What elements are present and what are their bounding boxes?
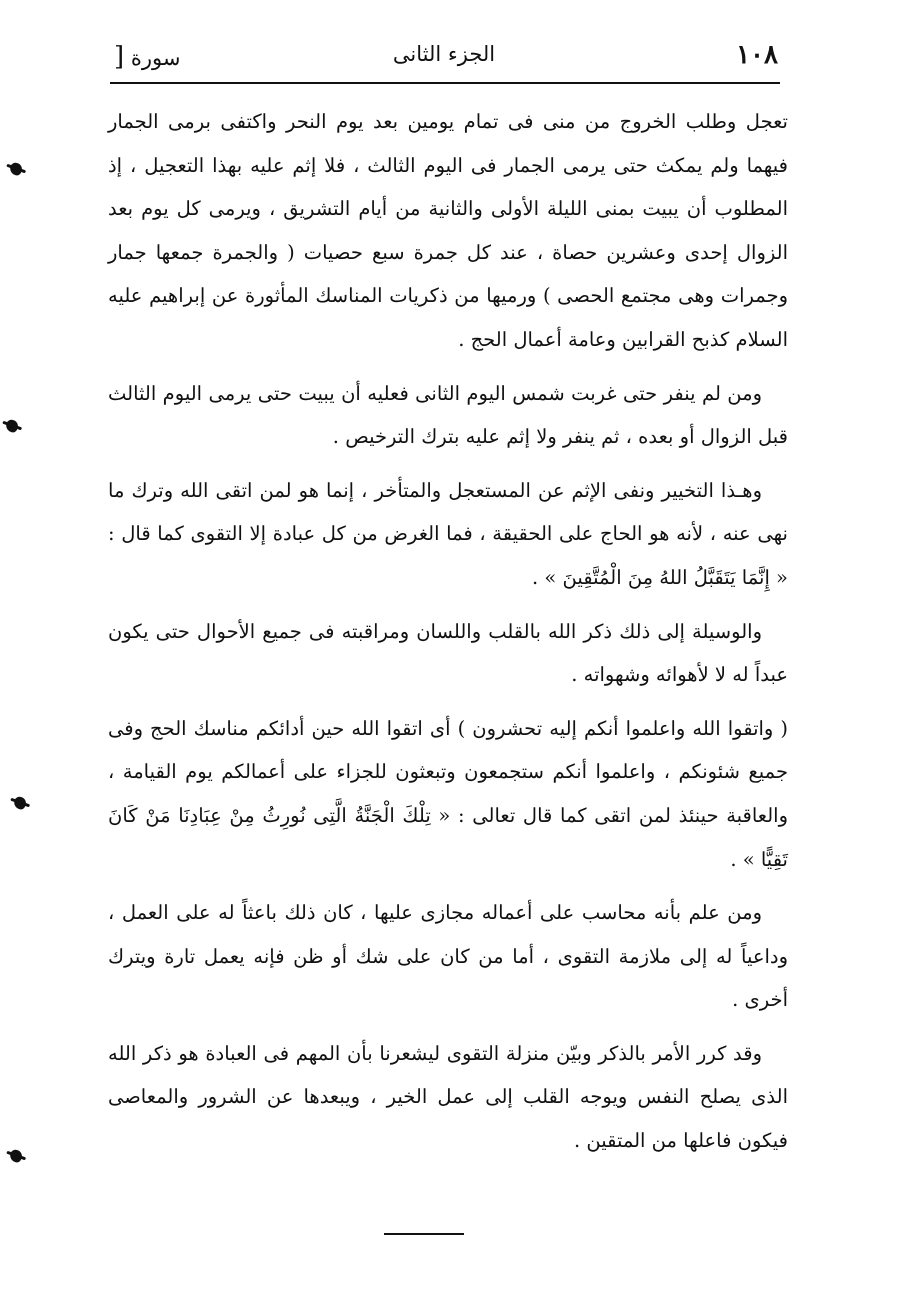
surah-label-box — [110, 42, 180, 72]
ink-speck-1 — [8, 161, 23, 176]
ink-speck-2 — [4, 418, 19, 433]
paragraph-3: وهـذا التخيير ونفى الإثم عن المستعجل والمتأخر ، إنما هو لمن اتقى الله وترك ما نهى عنه ، لأنه هو الحاج على الحقيقة ، فما الغرض من كل عبادة إلا التقوى كما قال : « إِنَّمَا يَتَقَبَّلُ اللهُ مِنَ الْمُتَّقِينَ » . — [108, 478, 788, 589]
surah-bracket: [ — [114, 42, 125, 72]
page-header — [110, 38, 778, 78]
paragraph-5: ( واتقوا الله واعلموا أنكم إليه تحشرون ) أى اتقوا الله حين أدائكم مناسك الحج وفى جميع شئونكم ، واعلموا أنكم ستجمعون وتبعثون للجزاء على أعمالكم يوم القيامة ، والعاقبة حينئذ لمن اتقى كما قال تعالى : « تِلْكَ الْجَنَّةُ الَّتِى نُورِثُ مِنْ عِبَادِنَا مَنْ كَانَ تَقِيًّا » . — [108, 716, 788, 871]
running-title: الجزء الثانى — [392, 42, 496, 66]
ink-speck-4 — [8, 1148, 23, 1163]
page-number: ١٠٨ — [736, 40, 778, 70]
paragraph-6: ومن علم بأنه محاسب على أعماله مجازى عليها ، كان ذلك باعثاً له على العمل ، وداعياً له إلى ملازمة التقوى ، أما من كان على شك أو ظن فإنه يعمل تارة ويترك أخرى . — [108, 901, 788, 1012]
paragraph-7: وقد كرر الأمر بالذكر وبيّن منزلة التقوى ليشعرنا بأن المهم فى العبادة هو ذكر الله الذى يصلح النفس ويوجه القلب إلى عمل الخير ، ويبعدها عن الشرور والمعاصى فيكون فاعلها من المتقين . — [108, 1041, 788, 1153]
paragraph-1: تعجل وطلب الخروج من منى فى تمام يومين بعد يوم النحر واكتفى برمى الجمار فيهما ولم يمكث حتى يرمى الجمار فى اليوم الثالث ، فلا إثم عليه بهذا التعجيل ، إذ المطلوب أن يبيت بمنى الليلة الأولى والثانية من أيام التشريق ، ويرمى كل يوم بعد الزوال إحدى وعشرين حصاة ، عند كل جمرة سبع حصيات ( والجمرة جمعها جمار وجمرات وهى مجتمع الحصى ) ورميها من ذكريات المناسك المأثورة عن إبراهيم عليه السلام كذبح القرابين وعامة أعمال الحج . — [108, 110, 788, 351]
paragraph-2: ومن لم ينفر حتى غربت شمس اليوم الثانى فعليه أن يبيت حتى يرمى اليوم الثالث قبل الزوال أو بعده ، ثم ينفر ولا إثم عليه بترك الترخيص . — [108, 381, 788, 449]
header-rule — [110, 82, 780, 84]
body-text — [108, 100, 788, 1173]
paragraph-4: والوسيلة إلى ذلك ذكر الله بالقلب واللسان ومراقبته فى جميع الأحوال حتى يكون عبداً له لا لأهوائه وشهواته . — [108, 619, 788, 687]
end-rule — [384, 1233, 464, 1235]
ink-speck-3 — [12, 795, 27, 810]
surah-label: سورة — [130, 46, 181, 70]
